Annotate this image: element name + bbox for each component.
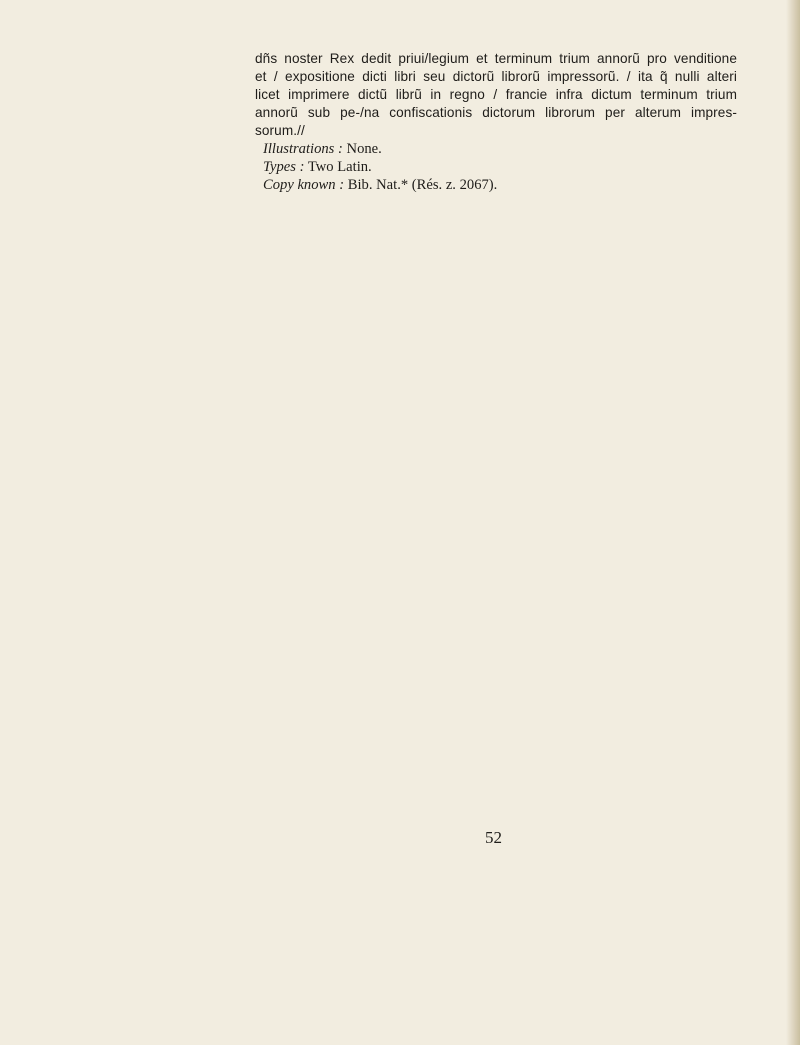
types-label: Types : <box>263 159 305 175</box>
colophon-line-3: licet imprimere dictũ librũ in regno / francie infra dictum terminum trium <box>255 87 737 102</box>
copy-known-entry <box>263 176 737 194</box>
entry-text-block <box>255 50 737 194</box>
colophon-line-5: sorum.// <box>255 123 305 138</box>
colophon-line-1: dñs noster Rex dedit priui/legium et terminum trium annorũ pro venditione <box>255 51 737 66</box>
illustrations-entry <box>263 140 737 158</box>
page-number: 52 <box>485 828 502 847</box>
types-entry <box>263 158 737 176</box>
illustrations-value: None. <box>346 141 382 157</box>
colophon-line-2: et / expositione dicti libri seu dictorũ librorũ impressorũ. / ita q̃ nulli alteri <box>255 69 737 84</box>
page-edge-shadow <box>786 0 800 1045</box>
colophon-text <box>255 50 737 140</box>
colophon-line-4: annorũ sub pe-/na confiscationis dictorum librorum per alterum impres- <box>255 105 737 120</box>
copy-known-value: Bib. Nat.* (Rés. z. 2067). <box>347 177 498 193</box>
copy-known-label: Copy known : <box>263 177 345 193</box>
types-value: Two Latin. <box>307 159 372 175</box>
illustrations-label: Illustrations : <box>263 141 343 157</box>
